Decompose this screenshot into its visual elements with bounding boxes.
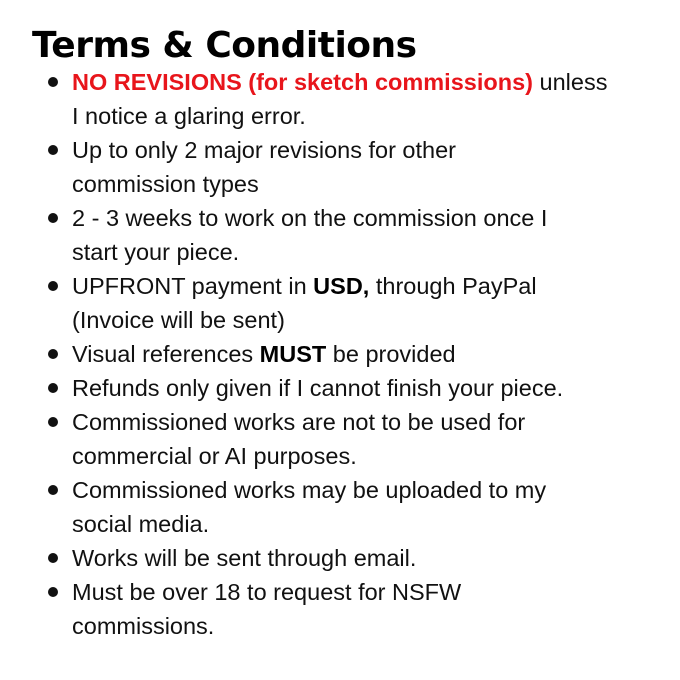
term-item-major-revisions [0, 133, 662, 201]
term-line-1: Commissioned works are not to be used for [72, 409, 526, 435]
term-item-references [0, 337, 662, 371]
bullet-icon [48, 553, 58, 563]
bullet-icon [48, 485, 58, 495]
term-item-turnaround [0, 201, 662, 269]
term-line-1: NO REVISIONS (for sketch commissions) unless [72, 69, 608, 95]
term-line-2: start your piece. [72, 239, 240, 265]
page-title: Terms & Conditions [32, 25, 417, 66]
currency-emphasis: USD, [313, 273, 370, 299]
bullet-icon [48, 417, 58, 427]
term-item-age [0, 575, 662, 643]
term-line-2: commission types [72, 171, 259, 197]
term-line-2: commercial or AI purposes. [72, 443, 357, 469]
term-line-1: Commissioned works may be uploaded to my [72, 477, 547, 503]
bullet-icon [48, 383, 58, 393]
bullet-icon [48, 281, 58, 291]
term-line-1: 2 - 3 weeks to work on the commission once I [72, 205, 548, 231]
term-line-2: I notice a glaring error. [72, 103, 306, 129]
term-line-1: Up to only 2 major revisions for other [72, 137, 456, 163]
term-line-1: Visual references MUST be provided [72, 341, 456, 367]
term-line-1: UPFRONT payment in USD, through PayPal [72, 273, 537, 299]
term-line-2: commissions. [72, 613, 215, 639]
term-line-2: (Invoice will be sent) [72, 307, 285, 333]
term-item-payment [0, 269, 662, 337]
term-line-1: Refunds only given if I cannot finish your piece. [72, 375, 564, 401]
term-item-no-revisions [0, 65, 662, 133]
bullet-icon [48, 77, 58, 87]
terms-list [0, 65, 662, 643]
term-item-delivery [0, 541, 662, 575]
term-item-usage [0, 405, 662, 473]
term-item-refunds [0, 371, 662, 405]
term-line-1: Works will be sent through email. [72, 545, 417, 571]
term-line-2: social media. [72, 511, 210, 537]
term-item-social-media [0, 473, 662, 541]
must-emphasis: MUST [259, 341, 327, 367]
bullet-icon [48, 213, 58, 223]
no-revisions-highlight: NO REVISIONS (for sketch commissions) [72, 69, 533, 95]
bullet-icon [48, 349, 58, 359]
bullet-icon [48, 587, 58, 597]
bullet-icon [48, 145, 58, 155]
term-line-1: Must be over 18 to request for NSFW [72, 579, 462, 605]
